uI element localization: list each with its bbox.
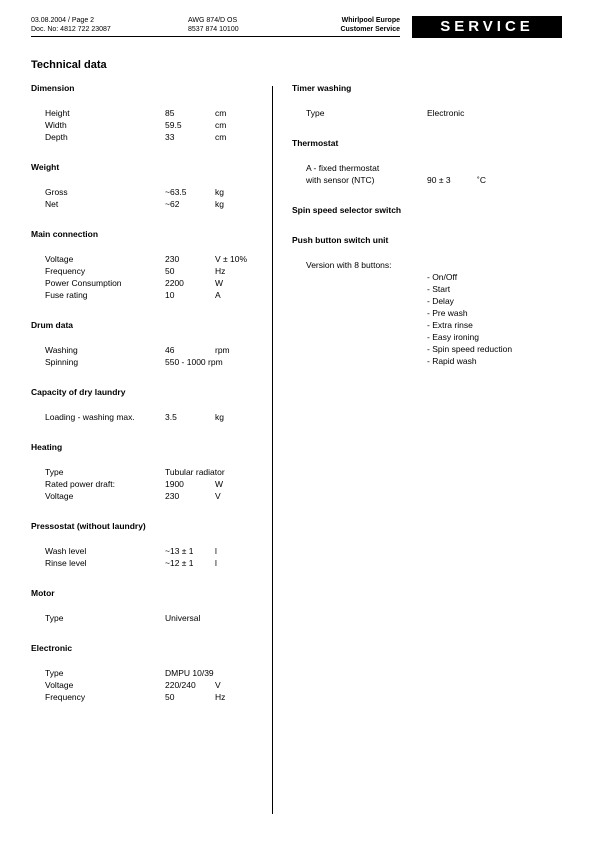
- spec-label: Type: [45, 668, 64, 678]
- section-title-heating: Heating: [31, 442, 63, 452]
- spec-label: with sensor (NTC): [306, 175, 375, 185]
- list-item: - Delay: [427, 296, 454, 306]
- spec-row: [45, 691, 270, 703]
- spec-unit: cm: [215, 132, 227, 142]
- spec-label: Frequency: [45, 266, 86, 276]
- spec-unit: ˚C: [477, 175, 486, 185]
- section-title-motor: Motor: [31, 588, 55, 598]
- list-item: - Spin speed reduction: [427, 344, 513, 354]
- spec-value: 46: [165, 345, 175, 355]
- spec-value: 550 - 1000 rpm: [165, 357, 223, 367]
- spec-unit: Hz: [215, 266, 226, 276]
- spec-label: Washing: [45, 345, 78, 355]
- spec-value: 230: [165, 254, 180, 264]
- spec-label: Gross: [45, 187, 68, 197]
- spec-value: 220/240: [165, 680, 196, 690]
- section-title-spin-selector: Spin speed selector switch: [292, 205, 402, 215]
- spec-label: Depth: [45, 132, 68, 142]
- spec-unit: Hz: [215, 692, 226, 702]
- spec-value: 10: [165, 290, 175, 300]
- section-title-push-button: Push button switch unit: [292, 235, 389, 245]
- spec-value: Universal: [165, 613, 201, 623]
- section-title-weight: Weight: [31, 162, 60, 172]
- spec-row: [45, 466, 270, 478]
- spec-row: [45, 612, 270, 624]
- section-title-capacity: Capacity of dry laundry: [31, 387, 126, 397]
- spec-label: Type: [45, 613, 64, 623]
- spec-label: Voltage: [45, 491, 74, 501]
- spec-label: Width: [45, 120, 67, 130]
- list-item: - Extra rinse: [427, 320, 473, 330]
- section-title-drum-data: Drum data: [31, 320, 74, 330]
- spec-value: 33: [165, 132, 175, 142]
- spec-row: [45, 557, 270, 569]
- spec-row: [306, 162, 586, 174]
- spec-label: Fuse rating: [45, 290, 88, 300]
- spec-label: A - fixed thermostat: [306, 163, 380, 173]
- section-title-dimension: Dimension: [31, 83, 75, 93]
- spec-label: Version with 8 buttons:: [306, 260, 392, 270]
- spec-value: 3.5: [165, 412, 177, 422]
- list-item: - Pre wash: [427, 308, 468, 318]
- spec-unit: cm: [215, 120, 227, 130]
- spec-value: 90 ± 3: [427, 175, 451, 185]
- spec-row: [45, 545, 270, 557]
- spec-label: Type: [45, 467, 64, 477]
- spec-value: 59.5: [165, 120, 182, 130]
- spec-label: Loading - washing max.: [45, 412, 135, 422]
- spec-row: [45, 411, 270, 423]
- spec-value: ~63.5: [165, 187, 187, 197]
- spec-label: Wash level: [45, 546, 87, 556]
- list-item: - Rapid wash: [427, 356, 477, 366]
- company-info: [300, 16, 400, 34]
- spec-label: Type: [306, 108, 325, 118]
- spec-row: [306, 107, 586, 119]
- section-title-main-connection: Main connection: [31, 229, 99, 239]
- spec-row: [45, 107, 270, 119]
- spec-unit: V: [215, 491, 221, 501]
- spec-value: 50: [165, 692, 175, 702]
- spec-value: 230: [165, 491, 180, 501]
- section-title-thermostat: Thermostat: [292, 138, 339, 148]
- spec-unit: rpm: [215, 345, 230, 355]
- spec-label: Height: [45, 108, 70, 118]
- spec-row: [45, 356, 270, 368]
- column-divider: [272, 86, 273, 814]
- spec-row: [45, 277, 270, 289]
- spec-value: Electronic: [427, 108, 465, 118]
- spec-row: [45, 478, 270, 490]
- service-badge: SERVICE: [412, 16, 562, 38]
- section-title-timer: Timer washing: [292, 83, 352, 93]
- spec-value: Tubular radiator: [165, 467, 225, 477]
- spec-row: [45, 198, 270, 210]
- spec-row: [45, 289, 270, 301]
- spec-value: DMPU 10/39: [165, 668, 214, 678]
- spec-value: ~62: [165, 199, 180, 209]
- spec-unit: kg: [215, 199, 224, 209]
- spec-unit: V ± 10%: [215, 254, 248, 264]
- spec-row: [45, 667, 270, 679]
- spec-unit: cm: [215, 108, 227, 118]
- list-item: - Start: [427, 284, 451, 294]
- spec-label: Rated power draft:: [45, 479, 115, 489]
- spec-unit: V: [215, 680, 221, 690]
- spec-unit: W: [215, 479, 224, 489]
- spec-row: [45, 265, 270, 277]
- department-line: Customer Service: [340, 26, 400, 33]
- code-line: 8537 874 10100: [188, 26, 239, 33]
- spec-label: Rinse level: [45, 558, 87, 568]
- spec-label: Voltage: [45, 680, 74, 690]
- spec-row: [306, 259, 586, 271]
- list-item: - On/Off: [427, 272, 458, 282]
- section-title-pressostat: Pressostat (without laundry): [31, 521, 146, 531]
- model-line: AWG 874/D OS: [188, 17, 238, 24]
- spec-unit: l: [215, 546, 217, 556]
- spec-value: 2200: [165, 278, 184, 288]
- model-info: [188, 16, 239, 34]
- spec-row: [45, 679, 270, 691]
- spec-label: Net: [45, 199, 59, 209]
- spec-value: ~13 ± 1: [165, 546, 194, 556]
- spec-unit: kg: [215, 412, 224, 422]
- page-title: Technical data: [31, 59, 107, 71]
- date-page-line: 03.08.2004 / Page 2: [31, 17, 95, 24]
- spec-unit: l: [215, 558, 217, 568]
- section-title-electronic: Electronic: [31, 643, 73, 653]
- spec-value: 85: [165, 108, 175, 118]
- doc-date-page: [31, 16, 111, 34]
- spec-label: Spinning: [45, 357, 79, 367]
- spec-unit: A: [215, 290, 221, 300]
- spec-row: [45, 253, 270, 265]
- spec-label: Power Consumption: [45, 278, 122, 288]
- spec-row: [45, 344, 270, 356]
- spec-row: [45, 131, 270, 143]
- spec-value: 50: [165, 266, 175, 276]
- spec-unit: kg: [215, 187, 224, 197]
- spec-label: Voltage: [45, 254, 74, 264]
- list-item: - Easy ironing: [427, 332, 479, 342]
- spec-value: 1900: [165, 479, 184, 489]
- spec-value: ~12 ± 1: [165, 558, 194, 568]
- spec-row: [45, 490, 270, 502]
- spec-row: [45, 186, 270, 198]
- header-divider: [31, 36, 400, 37]
- company-line: Whirlpool Europe: [341, 17, 400, 24]
- spec-unit: W: [215, 278, 224, 288]
- spec-row: [45, 119, 270, 131]
- spec-label: Frequency: [45, 692, 86, 702]
- spec-row: [306, 174, 586, 186]
- doc-number-line: Doc. No: 4812 722 23087: [31, 26, 111, 33]
